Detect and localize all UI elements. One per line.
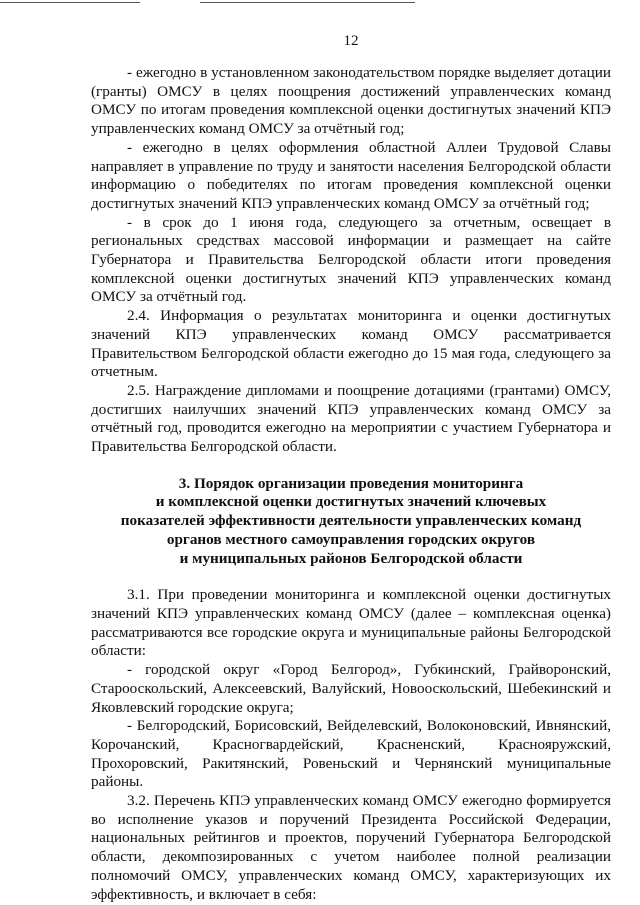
top-rule-left xyxy=(0,2,140,3)
section-heading-line: и муниципальных районов Белгородской области xyxy=(179,549,523,567)
page-number: 12 xyxy=(343,33,359,49)
section-3-heading xyxy=(91,475,611,569)
clause-3-1-paragraph: 3.1. При проведении мониторинга и комплексной оценки достигнутых значений КПЭ управленческих команд ОМСУ (далее – комплексная оценка) рассматриваются все городские округа и муниципальные районы Белгородской области: xyxy=(91,586,611,660)
clause-3-2-paragraph: 3.2. Перечень КПЭ управленческих команд ОМСУ ежегодно формируется во исполнение указов и поручений Президента Российской Федерации, национальных рейтингов и проектов, поручений Губернатора Белгородской области, декомпозированных с учетом наиболее полной реализации полномочий ОМСУ, управленческих команд ОМСУ, характеризующих их эффективность, и включает в себя: xyxy=(91,792,611,903)
clause-2-4-paragraph: 2.4. Информация о результатах мониторинга и оценки достигнутых значений КПЭ управленческих команд ОМСУ рассматривается Правительством Белгородской области ежегодно до 15 мая года, следующего за отчетным. xyxy=(91,307,611,381)
urban-districts-paragraph: - городской округ «Город Белгород», Губкинский, Грайворонский, Старооскольский, Алексеевский, Валуйский, Новооскольский, Шебекинский и Яковлевский городские округа; xyxy=(91,661,611,716)
section-heading-line: показателей эффективности деятельности управленческих команд xyxy=(120,512,582,530)
document-page xyxy=(91,33,611,904)
section-heading-line: и комплексной оценки достигнутых значений ключевых xyxy=(155,493,547,511)
clause-2-5-paragraph: 2.5. Награждение дипломами и поощрение дотациями (грантами) ОМСУ, достигших наилучших значений КПЭ управленческих команд ОМСУ за отчётный год, проводится ежегодно на мероприятии с участием Губернатора и Правительства Белгородской области. xyxy=(91,381,611,456)
bullet-grants-paragraph: - ежегодно в установленном законодательством порядке выделяет дотации (гранты) ОМСУ в целях поощрения достижений управленческих команд ОМСУ по итогам проведения комплексной оценки достигнутых значений КПЭ управленческих команд ОМСУ за отчётный год; xyxy=(91,64,611,138)
bullet-media-paragraph: - в срок до 1 июня года, следующего за отчетным, освещает в региональных средствах массовой информации и размещает на сайте Губернатора и Правительства Белгородской области итоги проведения комплексной оценки достигнутых значений КПЭ управленческих команд ОМСУ за отчётный год. xyxy=(91,213,611,306)
section-heading-line: органов местного самоуправления городских округов xyxy=(166,530,536,548)
bullet-labor-glory-paragraph: - ежегодно в целях оформления областной Аллеи Трудовой Славы направляет в управление по труду и занятости населения Белгородской области информацию о победителях по итогам проведения комплексной оценки достигнутых значений КПЭ управленческих команд ОМСУ за отчётный год; xyxy=(91,138,611,212)
municipal-districts-paragraph: - Белгородский, Борисовский, Вейделевский, Волоконовский, Ивнянский, Корочанский, Красногвардейский, Красненский, Краснояружский, Прохоровский, Ракитянский, Ровеньский и Чернянский муниципальные районы. xyxy=(91,717,611,791)
section-heading-line: 3. Порядок организации проведения мониторинга xyxy=(178,474,524,492)
top-rule-right xyxy=(200,2,415,3)
